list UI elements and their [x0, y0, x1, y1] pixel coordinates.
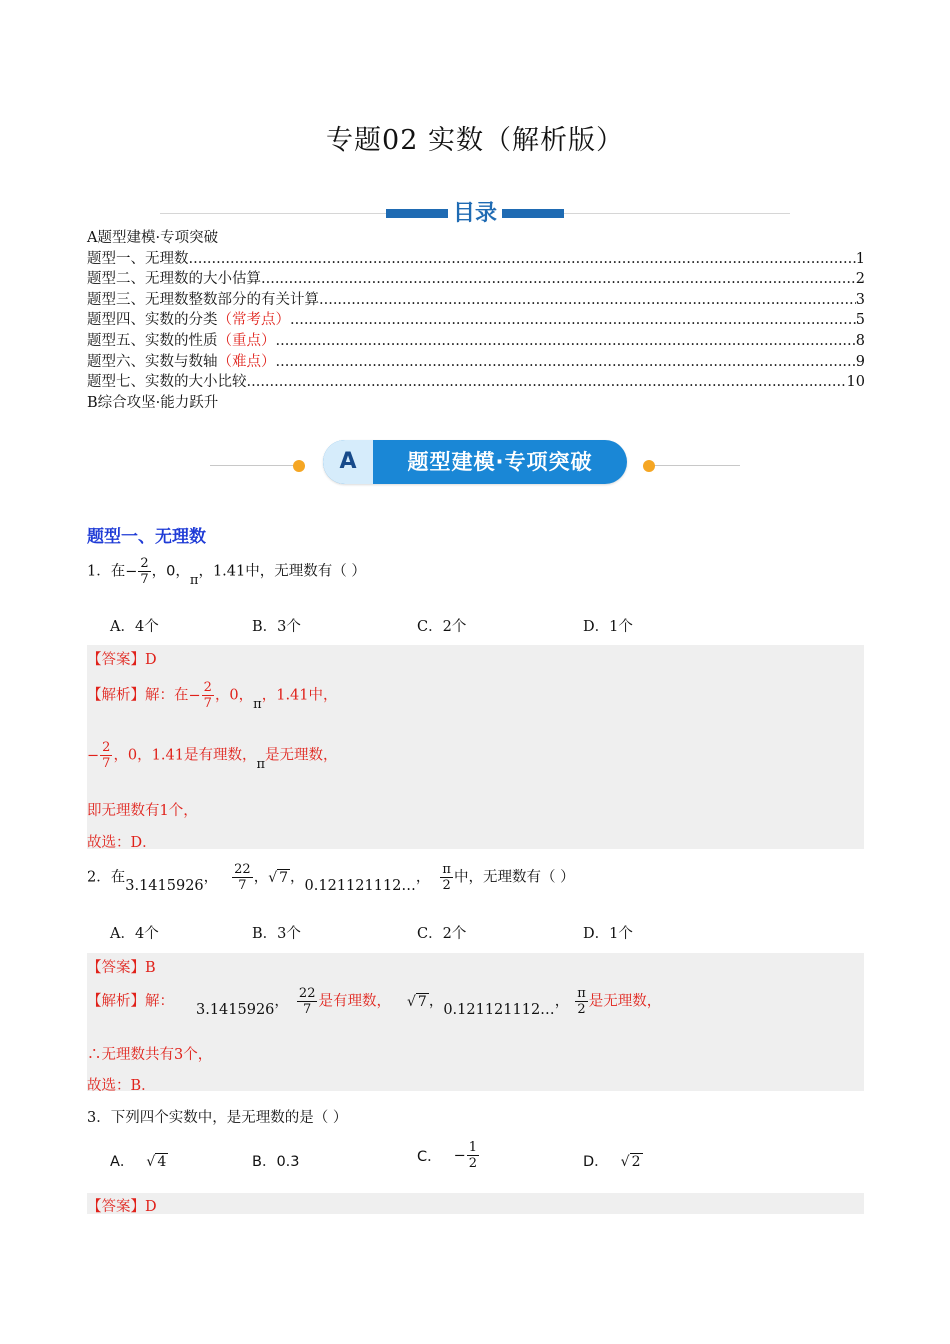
answer-3: 【答案】D	[87, 1199, 157, 1215]
toc-banner-bar-left	[386, 209, 448, 218]
option-d[interactable]: D．1个	[583, 926, 633, 942]
table-of-contents	[87, 228, 865, 413]
analysis-2-line-3: 故选：B．	[87, 1078, 156, 1094]
toc-banner-bar-right	[502, 209, 564, 218]
square-root: √ 7	[268, 869, 289, 886]
analysis-1-line-3: 即无理数有1个，	[87, 803, 198, 819]
toc-item[interactable]: 题型二、无理数的大小估算 ..... 2	[87, 269, 865, 290]
option-d[interactable]: D． √ 2	[583, 1154, 641, 1170]
answer-box-2	[87, 953, 864, 1091]
pi-symbol: π	[256, 756, 265, 772]
fraction: $\frac{2}{7}$	[102, 740, 111, 771]
section-banner-pill	[323, 440, 627, 484]
analysis-1-line-2: − $\frac{2}{7}$ ，0，1.41是有理数，π是无理数，	[87, 740, 338, 772]
option-d[interactable]: D．1个	[583, 619, 633, 635]
option-c[interactable]: C．2个	[417, 926, 467, 942]
square-root: √ 2	[620, 1154, 641, 1170]
option-b[interactable]: B．0.3	[252, 1154, 300, 1170]
toc-group-a: A题型建模·专项突破	[87, 230, 219, 246]
answer-1: 【答案】D	[87, 652, 157, 668]
toc-group-b: B综合攻坚·能力跃升	[87, 394, 219, 411]
question-3-stem: 3．下列四个实数中，是无理数的是（ ）	[87, 1110, 348, 1126]
toc-heading: 目录	[448, 196, 502, 227]
toc-item[interactable]: 题型四、实数的分类 （常考点） ..... 5	[87, 310, 865, 331]
fraction: $\frac{1}{2}$	[468, 1140, 478, 1171]
fraction: $\frac{2}{7}$	[140, 556, 149, 587]
option-a[interactable]: A．4个	[110, 926, 159, 942]
banner-dot-left	[293, 460, 305, 472]
section-letter: A	[323, 440, 373, 484]
option-c[interactable]: C． − $\frac{1}{2}$	[417, 1140, 478, 1171]
section-title: 题型一、无理数	[87, 527, 206, 547]
toc-item[interactable]: 题型六、实数与数轴 （难点） ..... 9	[87, 352, 865, 373]
toc-banner	[160, 198, 790, 228]
question-1-stem: 1．在− $\frac{2}{7}$ ，0，π，1.41中，无理数有（ ）	[87, 556, 366, 588]
toc-item[interactable]: 题型一、无理数 ..... 1	[87, 249, 865, 270]
fraction: $\frac{22}{7}$	[234, 862, 251, 893]
fraction: $\frac{\pi}{2}$	[442, 862, 451, 893]
analysis-1-line-1: 【解析】解：在− $\frac{2}{7}$ ，0，π，1.41中，	[87, 680, 338, 712]
option-c[interactable]: C．2个	[417, 619, 467, 635]
document-title: 专题02 实数（解析版）	[326, 125, 624, 156]
fraction: $\frac{22}{7}$	[298, 986, 316, 1017]
question-3-options	[110, 1140, 810, 1180]
toc-tag: （难点）	[217, 353, 276, 370]
analysis-2-line-2: ∴无理数共有3个，	[87, 1047, 213, 1063]
question-2-stem: 2．在3.1415926， $\frac{22}{7}$ ，√ 7 ，0.121121112…， $\frac{\pi}{2}$ 中，无理数有（ ）	[87, 862, 575, 894]
analysis-1-line-4: 故选：D．	[87, 835, 157, 851]
fraction: $\frac{2}{7}$	[203, 680, 212, 711]
option-b[interactable]: B．3个	[252, 926, 301, 942]
pi-symbol: π	[253, 696, 262, 712]
toc-tag: （常考点）	[217, 312, 290, 329]
option-b[interactable]: B．3个	[252, 619, 301, 635]
banner-dot-right	[643, 460, 655, 472]
square-root: √ 7	[406, 993, 427, 1010]
toc-item[interactable]: 题型三、无理数整数部分的有关计算 ..... 3	[87, 290, 865, 311]
answer-2: 【答案】B	[87, 960, 156, 976]
toc-item[interactable]: 题型七、实数的大小比较 ..... 10	[87, 372, 865, 393]
section-banner-text: 题型建模·专项突破	[407, 450, 593, 474]
option-a[interactable]: A． √ 4	[110, 1154, 167, 1170]
analysis-2-line-1: 【解析】解： 3.1415926， $\frac{22}{7}$ 是有理数， √ 7 ，0.121121112…， $\frac{\pi}{2}$ 是无理数，	[87, 986, 662, 1018]
section-banner	[210, 438, 740, 486]
answer-box-3	[87, 1193, 864, 1214]
fraction: $\frac{\pi}{2}$	[577, 986, 586, 1017]
toc-item[interactable]: 题型五、实数的性质 （重点） ..... 8	[87, 331, 865, 352]
square-root: √ 4	[146, 1154, 167, 1170]
option-a[interactable]: A．4个	[110, 619, 159, 635]
toc-tag: （重点）	[217, 332, 276, 349]
pi-symbol: π	[189, 572, 199, 588]
